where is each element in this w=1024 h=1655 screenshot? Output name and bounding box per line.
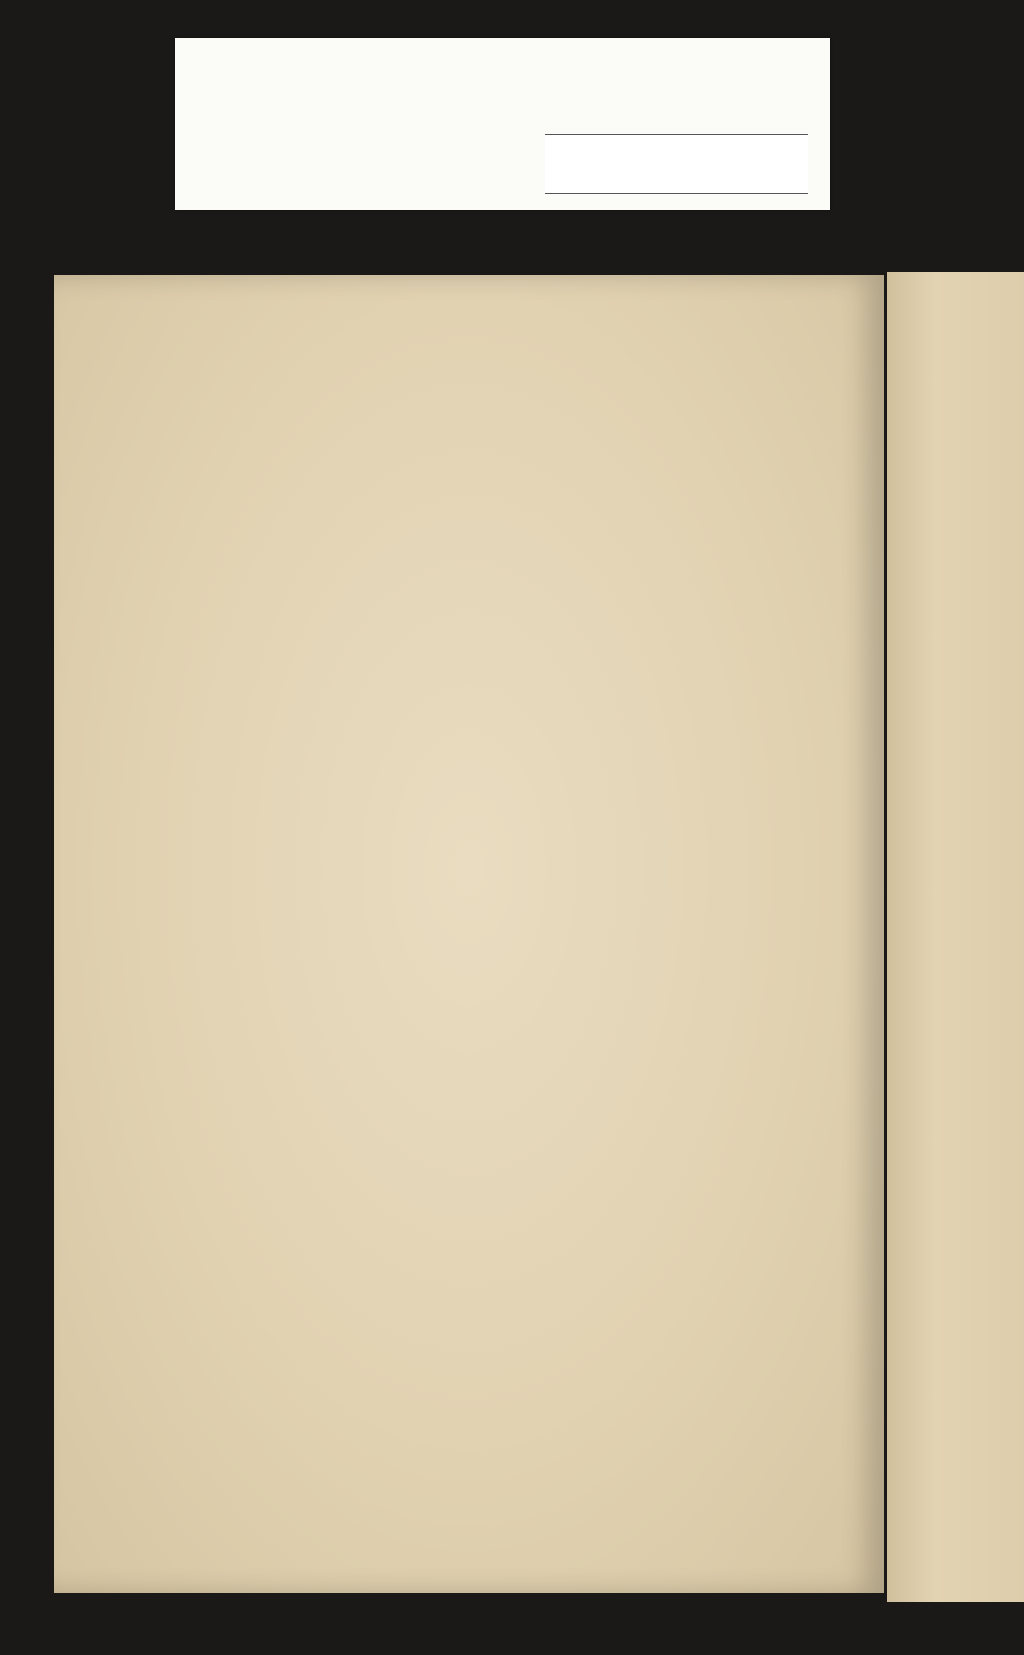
library-label-card [175,38,830,210]
color-swatches [545,92,808,134]
adjacent-page-edge [887,272,1024,1602]
scale-ruler [545,134,808,194]
ruler-ticks [545,135,808,193]
book-page [54,275,884,1593]
